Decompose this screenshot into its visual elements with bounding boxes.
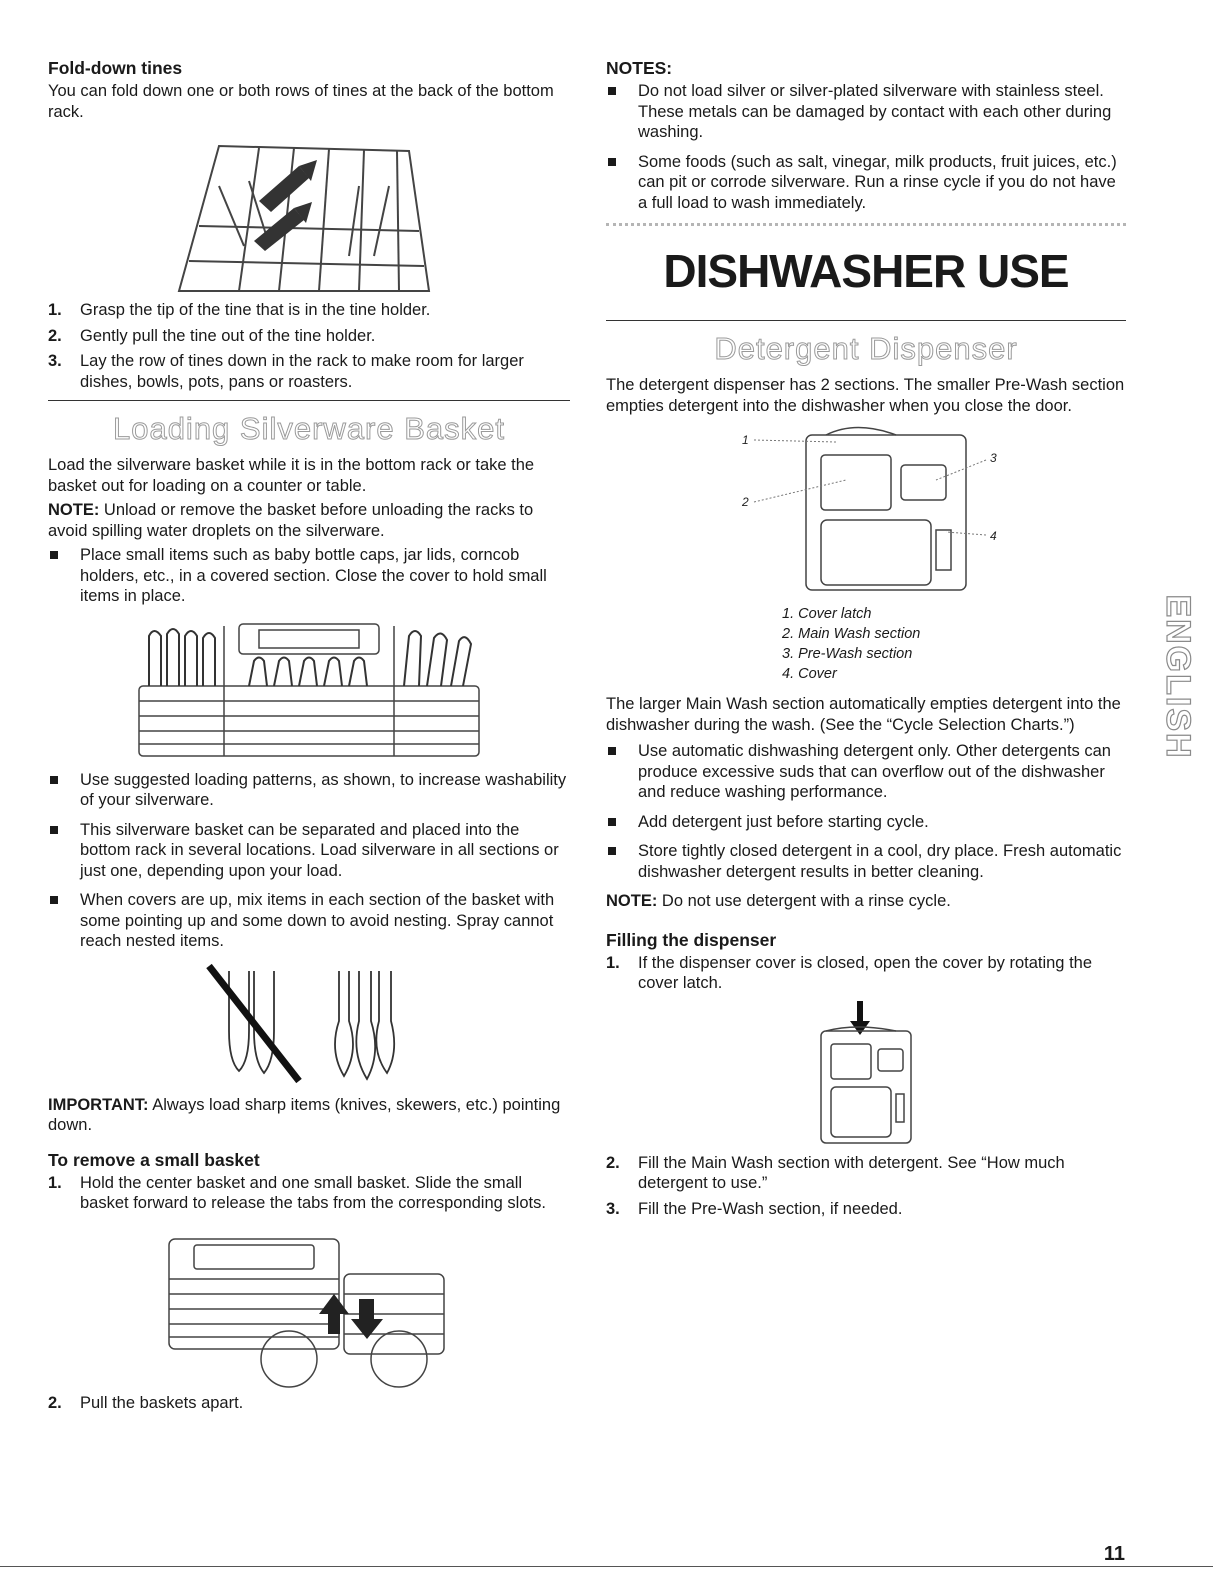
bottom-rule: [0, 1566, 1213, 1567]
folddown-step: 3. Lay the row of tines down in the rack to make room for larger dishes, bowls, pots, pans or roasters.: [48, 352, 524, 391]
silverware-bullets-a: [48, 545, 570, 607]
filling-heading: Filling the dispenser: [606, 929, 777, 950]
detergent-bullets: [606, 741, 1126, 882]
filling-step: 3. Fill the Pre-Wash section, if needed.: [606, 1199, 903, 1218]
callout-4: 4: [990, 529, 997, 543]
bullet-item: Do not load silver or silver-plated silverware with stainless steel. These metals can be damaged by contact with each other during washing.: [606, 81, 1126, 143]
folddown-steps: [48, 300, 570, 392]
bullet-item: Add detergent just before starting cycle.: [606, 812, 1126, 833]
caption-item: 1. Cover latch: [782, 606, 872, 622]
bullet-item: When covers are up, mix items in each section of the basket with some pointing up and some down to avoid nesting. Spray cannot reach nested items.: [48, 890, 570, 952]
section-divider: [48, 400, 570, 401]
detergent-note: NOTE: Do not use detergent with a rinse cycle.: [606, 892, 951, 910]
section-divider: [606, 320, 1126, 321]
notes-list: [606, 81, 1126, 213]
silverware-basket-illustration: [129, 616, 489, 766]
remove-step: 2. Pull the baskets apart.: [48, 1393, 244, 1412]
filling-step: 1. If the dispenser cover is closed, open the cover by rotating the cover latch.: [606, 953, 1093, 992]
dishwasher-use-title: DISHWASHER USE: [663, 245, 1069, 297]
silverware-intro: Load the silverware basket while it is in the bottom rack or take the basket out for loading on a counter or table.: [48, 456, 535, 495]
page-number: 11: [1103, 1543, 1125, 1565]
bullet-item: Place small items such as baby bottle caps, jar lids, corncob holders, etc., in a covered section. Close the cover to hold small items in place.: [48, 545, 570, 607]
callout-3: 3: [990, 451, 997, 465]
dispenser-captions: [782, 604, 1126, 684]
folddown-step: 1. Grasp the tip of the tine that is in the tine holder.: [48, 301, 431, 319]
right-column: [606, 58, 1126, 1224]
remove-basket-steps-a: [48, 1173, 570, 1214]
silverware-note: NOTE: Unload or remove the basket before unloading the racks to avoid spilling water droplets on the silverware.: [48, 501, 534, 540]
filling-steps-b: [606, 1153, 1126, 1220]
silverware-bullets-b: [48, 770, 570, 952]
sharp-items-pointing-down-illustration: [199, 961, 419, 1091]
dotted-divider: [606, 223, 1126, 226]
caption-item: 2. Main Wash section: [782, 626, 921, 642]
folddown-tines-illustration: [159, 126, 459, 296]
folddown-heading: Fold-down tines: [48, 58, 183, 78]
open-dispenser-illustration: [796, 999, 936, 1149]
callout-2: 2: [742, 495, 749, 509]
bullet-item: Some foods (such as salt, vinegar, milk products, fruit juices, etc.) can pit or corrode silverware. Run a rinse cycle if you do not have a full load to wash immediately.: [606, 152, 1126, 214]
folddown-intro: You can fold down one or both rows of tines at the back of the bottom rack.: [48, 82, 554, 121]
language-side-tab: [1150, 558, 1197, 796]
detergent-dispenser-diagram: [726, 420, 1006, 600]
bullet-item: This silverware basket can be separated and placed into the bottom rack in several locations. Load silverware in all sections or just one, depending upon your load.: [48, 820, 570, 882]
detergent-intro: The detergent dispenser has 2 sections. The smaller Pre-Wash section empties detergent into the dishwasher when you close the door.: [606, 376, 1125, 415]
caption-item: 4. Cover: [782, 666, 837, 682]
remove-small-basket-illustration: [159, 1219, 459, 1389]
remove-step: 1. Hold the center basket and one small basket. Slide the small basket forward to release the tabs from the corresponding slots.: [48, 1173, 546, 1212]
remove-basket-heading: To remove a small basket: [48, 1149, 260, 1170]
folddown-step: 2. Gently pull the tine out of the tine holder.: [48, 326, 376, 345]
silverware-section-title: Loading Silverware Basket: [112, 411, 506, 446]
important-note: IMPORTANT: Always load sharp items (knives, skewers, etc.) pointing down.: [48, 1095, 561, 1134]
left-column: [48, 58, 570, 1418]
filling-step: 2. Fill the Main Wash section with detergent. See “How much detergent to use.”: [606, 1153, 1065, 1192]
detergent-after: The larger Main Wash section automatically empties detergent into the dishwasher during the wash. (See the “Cycle Selection Charts.”): [606, 695, 1121, 734]
bullet-item: Store tightly closed detergent in a cool, dry place. Fresh automatic dishwasher detergent results in better cleaning.: [606, 841, 1126, 882]
callout-1: 1: [742, 433, 749, 447]
bullet-item: Use suggested loading patterns, as shown, to increase washability of your silverware.: [48, 770, 570, 811]
side-tab-text: ENGLISH: [1159, 594, 1197, 760]
detergent-section-title: Detergent Dispenser: [714, 331, 1018, 366]
filling-steps-a: [606, 953, 1126, 994]
notes-heading: NOTES:: [606, 58, 673, 78]
caption-item: 3. Pre-Wash section: [782, 646, 913, 662]
bullet-item: Use automatic dishwashing detergent only. Other detergents can produce excessive suds that can overflow out of the dishwasher and reduce washing performance.: [606, 741, 1126, 803]
remove-basket-steps-b: [48, 1393, 570, 1414]
